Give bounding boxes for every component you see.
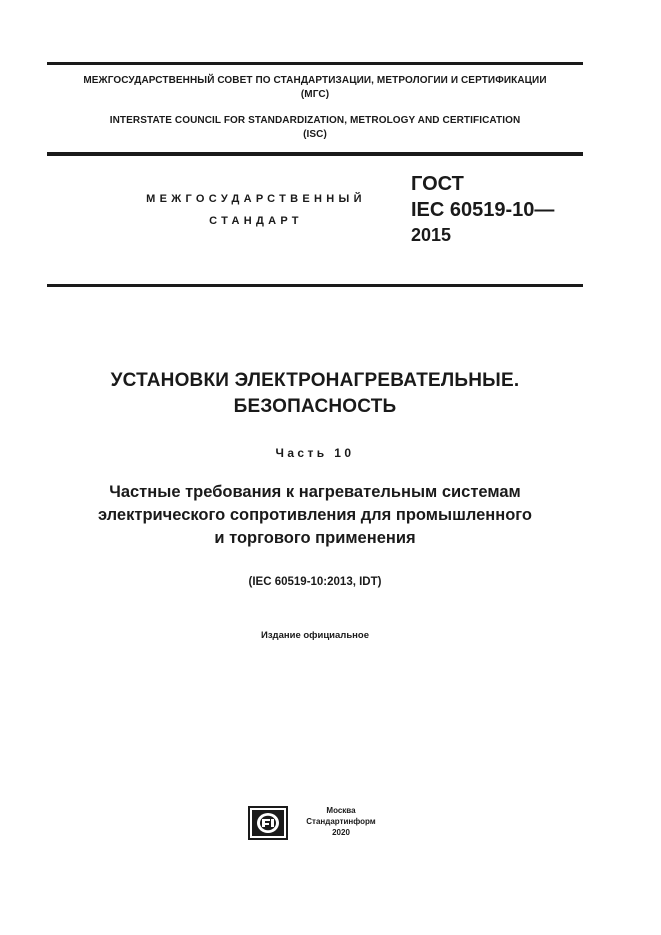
publisher-name: Стандартинформ: [306, 817, 376, 826]
document-title: [47, 368, 583, 420]
council-ru-line1: МЕЖГОСУДАРСТВЕННЫЙ СОВЕТ ПО СТАНДАРТИЗАЦИИ, МЕТРОЛОГИИ И СЕРТИФИКАЦИИ: [83, 75, 547, 86]
standard-designation: [411, 171, 554, 247]
council-name-ru: [47, 74, 583, 102]
publisher-city: Москва: [326, 806, 356, 815]
standartinform-logo-icon: [248, 806, 288, 840]
middle-rule: [47, 152, 583, 156]
standard-type: [120, 188, 392, 232]
top-rule: [47, 62, 583, 65]
designation-year: 2015: [411, 225, 452, 245]
council-name-en: [47, 114, 583, 142]
title-line2: БЕЗОПАСНОСТЬ: [233, 396, 397, 417]
council-en-line1: INTERSTATE COUNCIL FOR STANDARDIZATION, METROLOGY AND CERTIFICATION: [109, 115, 521, 126]
publisher-year: 2020: [332, 828, 350, 837]
subtitle-line3: и торгового применения: [214, 529, 416, 547]
publisher-info: [296, 805, 386, 838]
designation-prefix: ГОСТ: [411, 173, 464, 195]
subtitle-line1: Частные требования к нагревательным системам: [109, 483, 521, 501]
equivalence-note: (IEC 60519-10:2013, IDT): [248, 576, 382, 588]
designation-number: IEC 60519-10—: [411, 199, 555, 221]
document-subtitle: [47, 481, 583, 550]
part-number: Часть 10: [275, 446, 355, 460]
council-ru-line2: (МГС): [300, 89, 330, 100]
standard-type-line2: СТАНДАРТ: [209, 215, 303, 227]
title-line1: УСТАНОВКИ ЭЛЕКТРОНАГРЕВАТЕЛЬНЫЕ.: [110, 370, 520, 391]
standard-type-line1: МЕЖГОСУДАРСТВЕННЫЙ: [146, 193, 366, 205]
subtitle-line2: электрического сопротивления для промышленного: [97, 506, 533, 524]
edition-note: Издание официальное: [261, 630, 369, 641]
bottom-rule: [47, 284, 583, 287]
council-en-line2: (ISC): [303, 129, 327, 140]
